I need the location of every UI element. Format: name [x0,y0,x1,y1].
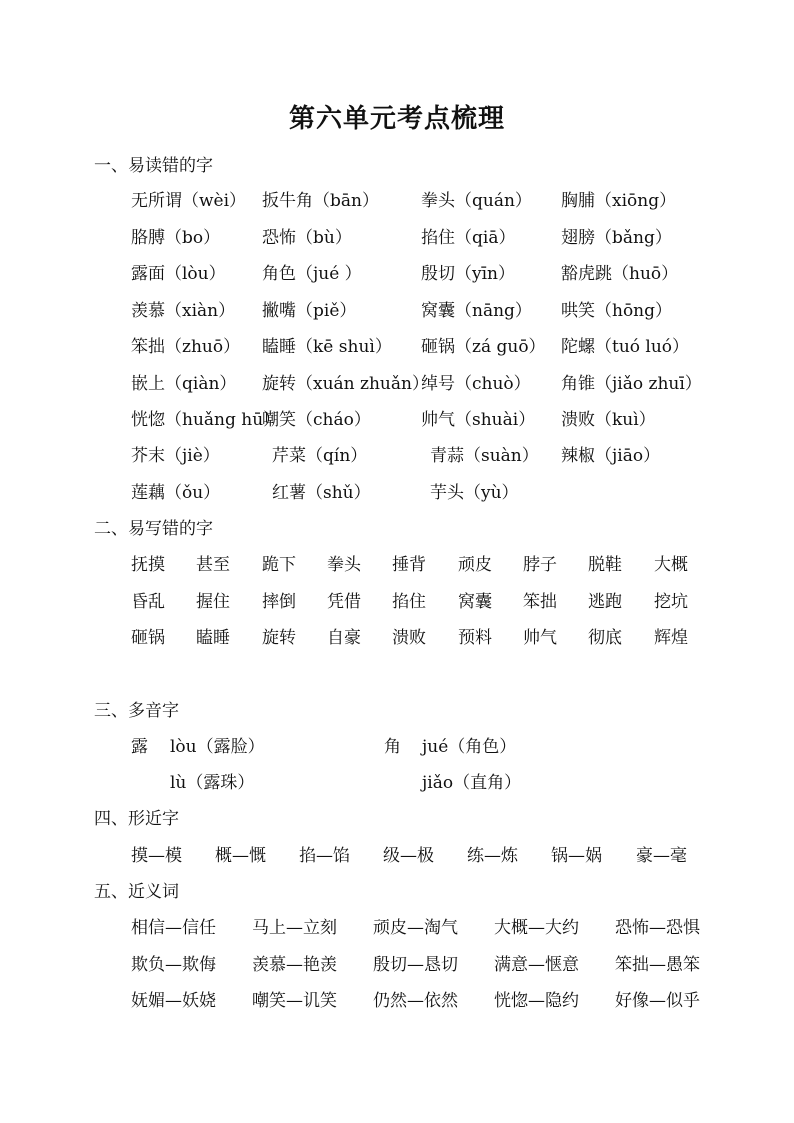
synonym-pair: 恍惚—隐约 [494,991,579,1011]
writing-item: 旋转 [262,628,296,648]
reading-item: 旋转（xuán zhuǎn） [262,374,429,394]
polyphone-char-jiao: 角 [384,737,401,757]
polyphone-reading-lu: lù（露珠） [170,773,255,793]
synonym-pair: 仍然—依然 [373,991,458,1011]
synonym-pair: 笨拙—愚笨 [615,955,700,975]
synonym-pair: 嘲笑—讥笑 [252,991,337,1011]
writing-item: 大概 [654,555,688,575]
writing-item: 跪下 [262,555,296,575]
writing-item: 脱鞋 [588,555,622,575]
writing-item: 溃败 [392,628,426,648]
writing-item: 笨拙 [523,592,557,612]
writing-item: 砸锅 [131,628,165,648]
reading-item: 红薯（shǔ） [272,483,371,503]
writing-item: 顽皮 [458,555,492,575]
reading-item: 嵌上（qiàn） [131,374,237,394]
synonym-pair: 大概—大约 [494,918,579,938]
writing-item: 拳头 [327,555,361,575]
writing-item: 凭借 [327,592,361,612]
section-heading-polyphones: 三、多音字 [94,701,179,721]
writing-item: 预料 [458,628,492,648]
writing-item: 甚至 [196,555,230,575]
synonym-pair: 恐怖—恐惧 [615,918,700,938]
section-heading-synonyms: 五、近义词 [94,882,179,902]
section-heading-easy-misread: 一、易读错的字 [94,156,213,176]
reading-item: 莲藕（ǒu） [131,483,221,503]
synonym-pair: 妩媚—妖娆 [131,991,216,1011]
reading-item: 无所谓（wèi） [131,191,247,211]
similar-form-pair: 锅—娲 [551,846,602,866]
writing-item: 逃跑 [588,592,622,612]
reading-item: 殷切（yīn） [421,264,515,284]
reading-item: 帅气（shuài） [421,410,536,430]
polyphone-char-lu: 露 [131,737,148,757]
reading-item: 砸锅（zá guō） [421,337,546,357]
reading-item: 豁虎跳（huō） [561,264,679,284]
similar-form-pair: 摸—模 [131,846,182,866]
reading-item: 窝囊（nāng） [421,301,532,321]
writing-item: 自豪 [327,628,361,648]
reading-item: 芹菜（qín） [272,446,368,466]
reading-item: 芥末（jiè） [131,446,220,466]
reading-item: 哄笑（hōng） [561,301,673,321]
writing-item: 挖坑 [654,592,688,612]
synonym-pair: 马上—立刻 [252,918,337,938]
reading-item: 青蒜（suàn） [430,446,539,466]
reading-item: 拳头（quán） [421,191,532,211]
synonym-pair: 殷切—恳切 [373,955,458,975]
reading-item: 翅膀（bǎng） [561,228,672,248]
writing-item: 辉煌 [654,628,688,648]
writing-item: 帅气 [523,628,557,648]
similar-form-pair: 概—慨 [215,846,266,866]
synonym-pair: 欺负—欺侮 [131,955,216,975]
reading-item: 恍惚（huǎng hū） [131,410,281,430]
writing-item: 彻底 [588,628,622,648]
reading-item: 陀螺（tuó luó） [561,337,690,357]
similar-form-pair: 级—极 [383,846,434,866]
reading-item: 胳膊（bo） [131,228,221,248]
synonym-pair: 相信—信任 [131,918,216,938]
writing-item: 昏乱 [131,592,165,612]
reading-item: 恐怖（bù） [262,228,352,248]
synonym-pair: 好像—似乎 [615,991,700,1011]
reading-item: 胸脯（xiōng） [561,191,677,211]
polyphone-reading-jiao: jiǎo（直角） [422,773,522,793]
reading-item: 角锥（jiǎo zhuī） [561,374,702,394]
reading-item: 瞌睡（kē shuì） [262,337,392,357]
writing-item: 捶背 [392,555,426,575]
similar-form-pair: 练—炼 [467,846,518,866]
synonym-pair: 顽皮—淘气 [373,918,458,938]
synonym-pair: 羡慕—艳羡 [252,955,337,975]
similar-form-pair: 豪—毫 [636,846,687,866]
synonym-pair: 满意—惬意 [494,955,579,975]
reading-item: 辣椒（jiāo） [561,446,661,466]
reading-item: 扳牛角（bān） [262,191,379,211]
section-heading-easy-miswrite: 二、易写错的字 [94,519,213,539]
writing-item: 摔倒 [262,592,296,612]
section-heading-similar-forms: 四、形近字 [94,809,179,829]
reading-item: 溃败（kuì） [561,410,656,430]
page-title: 第六单元考点梳理 [288,104,505,134]
writing-item: 窝囊 [458,592,492,612]
reading-item: 羡慕（xiàn） [131,301,236,321]
similar-form-pair: 掐—馅 [299,846,350,866]
writing-item: 握住 [196,592,230,612]
polyphone-reading-lou: lòu（露脸） [170,737,265,757]
writing-item: 瞌睡 [196,628,230,648]
reading-item: 嘲笑（cháo） [262,410,371,430]
reading-item: 笨拙（zhuō） [131,337,241,357]
reading-item: 掐住（qiā） [421,228,516,248]
reading-item: 芋头（yù） [430,483,519,503]
polyphone-reading-jue: jué（角色） [422,737,517,757]
reading-item: 角色（jué ） [262,264,362,284]
writing-item: 脖子 [523,555,557,575]
reading-item: 绰号（chuò） [421,374,531,394]
writing-item: 抚摸 [131,555,165,575]
writing-item: 掐住 [392,592,426,612]
reading-item: 露面（lòu） [131,264,226,284]
reading-item: 撇嘴（piě） [262,301,357,321]
